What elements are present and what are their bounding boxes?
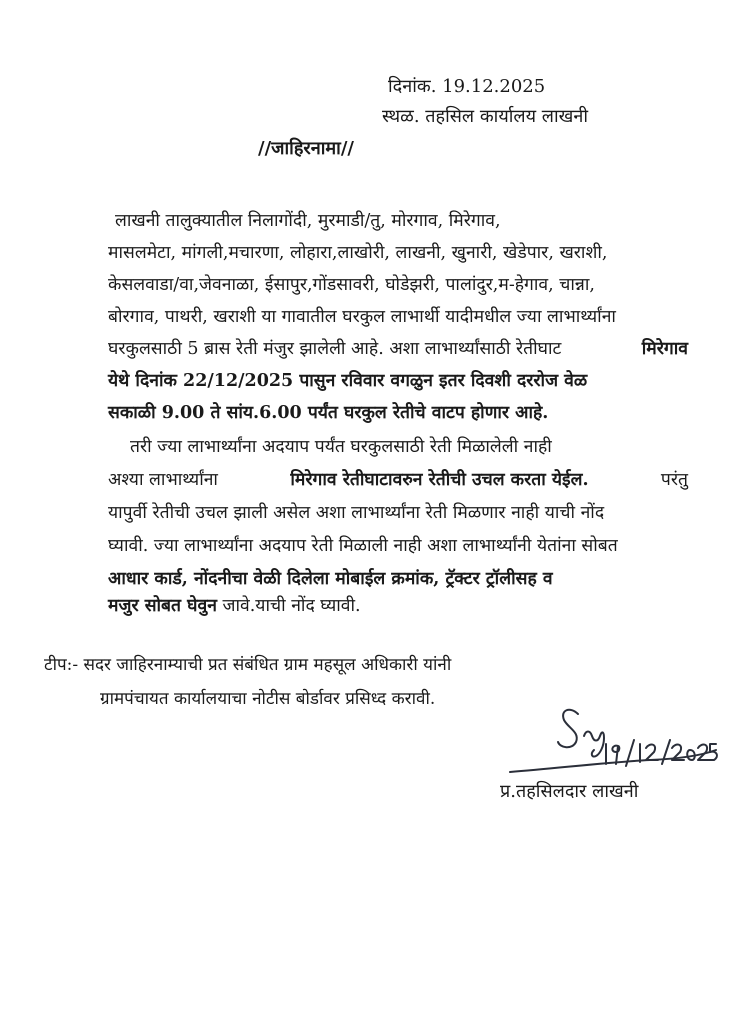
body-text: परंतु <box>660 470 688 490</box>
body-line-7 <box>108 400 688 424</box>
body-text: लाखनी तालुक्यातील निलागोंदी, मुरमाडी/तु, मोरगाव, मिरेगाव, <box>115 211 501 231</box>
body-line-12 <box>108 566 688 590</box>
body-text-bold: येथे दिनांक 22/12/2025 पासुन रविवार वगळुन इतर दिवशी दररोज वेळ <box>108 371 588 391</box>
place-line: स्थळ. तहसिल कार्यालय लाखनी <box>382 106 589 127</box>
body-text-bold: मिरेगाव <box>641 339 688 359</box>
body-line-3 <box>108 272 688 296</box>
handwritten-signature <box>500 700 720 780</box>
body-line-6 <box>108 368 688 392</box>
body-text: घ्यावी. ज्या लाभार्थ्यांना अदयाप रेती मिळाली नाही अशा लाभार्थ्यांनी येतांना सोबत <box>108 536 618 556</box>
body-text-bold: मिरेगाव रेतीघाटावरुन रेतीची उचल करता येईल. <box>290 470 589 490</box>
body-line-13 <box>108 598 361 616</box>
body-text: अश्या लाभार्थ्यांना <box>108 470 218 490</box>
note-line-2: ग्रामपंचायत कार्यालयाचा नोटीस बोर्डावर प्रसिध्द करावी. <box>100 689 436 709</box>
body-text-bold: आधार कार्ड, नोंदनीचा वेळी दिलेला मोबाईल क्रमांक, ट्रॅक्टर ट्रॉलीसह व <box>108 569 553 589</box>
body-line-4 <box>108 304 688 328</box>
notice-heading: //जाहिरनामा// <box>258 138 354 159</box>
body-text-bold: मजुर सोबत घेवुन <box>108 596 217 616</box>
body-text: मासलमेटा, मांगली,मचारणा, लोहारा,लाखोरी, लाखनी, खुनारी, खेडेपार, खराशी, <box>108 243 608 263</box>
body-text: तरी ज्या लाभार्थ्यांना अदयाप पर्यंत घरकुलसाठी रेती मिळालेली नाही <box>130 437 552 457</box>
note-line-1: टीप:- सदर जाहिरनाम्याची प्रत संबंधित ग्राम महसूल अधिकारी यांनी <box>44 655 452 675</box>
body-text-bold: सकाळी 9.00 ते सांय.6.00 पर्यंत घरकुल रेतीचे वाटप होणार आहे. <box>108 403 549 423</box>
body-line-9 <box>108 467 688 491</box>
body-text: घरकुलसाठी 5 ब्रास रेती मंजुर झालेली आहे. अशा लाभार्थ्यांसाठी रेतीघाट <box>108 339 562 359</box>
body-line-8 <box>130 434 688 458</box>
body-line-11 <box>108 533 688 557</box>
body-line-2 <box>108 240 688 264</box>
body-line-1 <box>115 208 690 232</box>
body-text: बोरगाव, पाथरी, खराशी या गावातील घरकुल लाभार्थी यादीमधील ज्या लाभार्थ्यांना <box>108 307 616 327</box>
body-text: केसलवाडा/वा,जेवनाळा, ईसापुर,गोंडसावरी, घोडेझरी, पालांदुर,म-हेगाव, चान्ना, <box>108 275 595 295</box>
body-line-5 <box>108 336 688 360</box>
signatory-designation: प्र.तहसिलदार लाखनी <box>500 781 639 802</box>
date-line: दिनांक. 19.12.2025 <box>388 76 546 97</box>
body-text: यापुर्वी रेतीची उचल झाली असेल अशा लाभार्थ्यांना रेती मिळणार नाही याची नोंद <box>108 503 605 523</box>
body-line-10 <box>108 500 688 524</box>
body-text: जावे.याची नोंद घ्यावी. <box>222 596 361 616</box>
